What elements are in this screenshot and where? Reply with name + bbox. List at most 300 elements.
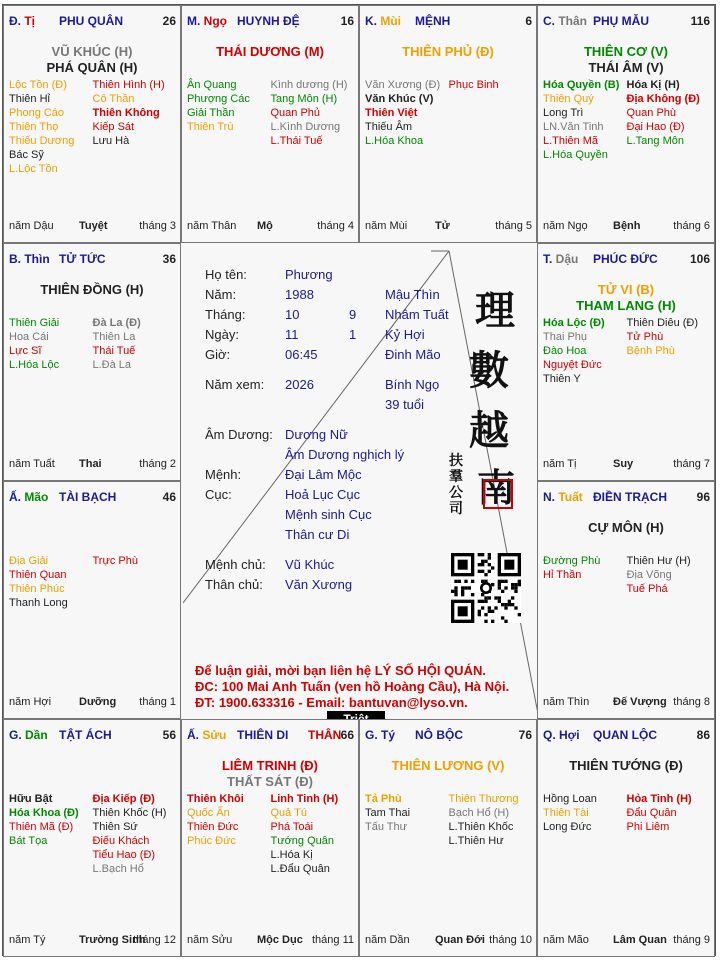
minor-star: L.Lộc Tồn (9, 163, 58, 175)
minor-star: Điếu Khách (92, 835, 150, 847)
contact-info (195, 663, 509, 711)
palace-header (182, 720, 358, 742)
palace-age-number: 106 (689, 252, 710, 266)
star-column (543, 792, 627, 834)
minor-stars (543, 792, 710, 834)
minor-star: Địa Giải (9, 555, 49, 567)
minor-star: Lộc Tồn (Đ) (9, 79, 67, 91)
seal-char-2: 數 (469, 347, 509, 394)
palace-name: PHÚC ĐỨC (593, 252, 658, 266)
main-stars (360, 44, 536, 60)
life-phase: Dưỡng (79, 696, 117, 708)
star-column (627, 792, 711, 834)
am-duong-label: Âm Dương: (205, 427, 273, 442)
minor-star: Quan Phủ (270, 107, 321, 119)
main-star: THIÊN PHỦ (Đ) (402, 44, 494, 59)
seal-stamp (483, 479, 513, 509)
minor-star: Thiên Diêu (Đ) (626, 317, 699, 329)
day-value: 11 (285, 327, 299, 342)
cuc-value: Hoả Lục Cục (285, 487, 361, 502)
minor-stars (543, 554, 710, 596)
palace-name: ĐIỀN TRẠCH (593, 490, 667, 504)
minor-star: Tam Thai (365, 807, 411, 819)
palace-code: C. Thân (543, 14, 588, 28)
palace-name: TỬ TỨC (59, 252, 106, 266)
minor-star: Phong Cáo (9, 107, 65, 119)
contact-line-3: ĐT: 1900.633316 - Email: bantuvan@lyso.vn. (195, 695, 468, 710)
palace-age-number: 26 (162, 14, 176, 28)
palace-code: Q. Hợi (543, 728, 580, 742)
star-column (627, 554, 711, 596)
main-star: TỬ VI (B) (597, 282, 655, 297)
minor-star: L.Hóa Lộc (9, 359, 60, 371)
minor-stars (365, 78, 532, 148)
minor-star: Thiên Sứ (92, 821, 138, 833)
minor-star: Tấu Thư (365, 821, 408, 833)
minor-star: Văn Khúc (V) (365, 93, 434, 105)
month-label: tháng 10 (489, 934, 532, 946)
minor-star: Thiên Thọ (9, 121, 59, 133)
minor-star: L.Tang Môn (626, 135, 684, 147)
minor-stars (543, 78, 710, 162)
main-star: THIÊN CƠ (V) (583, 44, 669, 59)
palace-footer (365, 934, 532, 948)
palace-code: Ấ. Sửu (187, 728, 227, 742)
palace-cell-tuat (537, 481, 715, 719)
star-column (9, 78, 93, 176)
main-star: VŨ KHÚC (H) (51, 44, 133, 59)
palace-cell-ty (3, 5, 181, 243)
life-phase: Bệnh (613, 220, 641, 232)
palace-footer (543, 934, 710, 948)
than-chu-label: Thân chủ: (205, 577, 263, 592)
minor-star: Hỉ Thần (543, 569, 582, 581)
main-stars (4, 44, 180, 76)
minor-star: L.Hóa Quyền (543, 149, 608, 161)
month-label: tháng 5 (495, 220, 532, 232)
star-column (187, 792, 271, 876)
star-column (543, 78, 627, 162)
minor-star: Thiên Phúc (9, 583, 65, 595)
than-chu-value: Văn Xương (285, 577, 353, 592)
month-label: tháng 3 (139, 220, 176, 232)
palace-age-number: 86 (696, 728, 710, 742)
palace-code: Đ. Tị (9, 14, 36, 28)
year-branch: năm Tý (9, 934, 46, 946)
minor-stars (9, 792, 176, 876)
minor-star: Ân Quang (187, 79, 237, 91)
menh-chu-value: Vũ Khúc (285, 557, 335, 572)
year-branch: năm Tị (543, 458, 577, 470)
star-column (543, 554, 627, 596)
menh-chu-label: Mệnh chủ: (205, 557, 266, 572)
minor-star: Lưu Hà (92, 135, 130, 147)
minor-star: Đà La (Đ) (92, 317, 141, 329)
year-branch: năm Thân (187, 220, 237, 232)
palace-cell-than (537, 5, 715, 243)
minor-star: Nguyệt Đức (543, 359, 602, 371)
minor-star: Thiên Thương (448, 793, 519, 805)
palace-footer (9, 458, 176, 472)
than-marker: THÂN (308, 728, 342, 742)
month-value: 10 (285, 307, 300, 322)
minor-stars (9, 554, 176, 610)
palace-header (538, 720, 714, 742)
minor-star: L.Hóa Kị (270, 849, 313, 861)
star-column (187, 78, 271, 148)
minor-star: Thiên Việt (365, 107, 418, 119)
palace-code: M. Ngọ (187, 14, 227, 28)
year-branch: năm Hợi (9, 696, 52, 708)
minor-star: Thiên Hư (H) (626, 555, 691, 567)
minor-star: Tuế Phá (626, 583, 668, 595)
minor-star: Linh Tinh (H) (270, 793, 339, 805)
minor-star: Văn Xương (Đ) (365, 79, 441, 91)
minor-star: Phượng Các (187, 93, 250, 105)
minor-star: Phục Binh (448, 79, 499, 91)
month-label: tháng 9 (673, 934, 710, 946)
name-value: Phương (285, 267, 333, 282)
minor-star: L.Kình Dương (270, 121, 341, 133)
menh-value: Đại Lâm Mộc (285, 467, 362, 482)
main-star: THÁI DƯƠNG (M) (216, 44, 324, 59)
month-label: tháng 8 (673, 696, 710, 708)
star-column (365, 792, 449, 848)
minor-star: Giải Thần (187, 107, 235, 119)
palace-footer (543, 220, 710, 234)
month-label: tháng 12 (133, 934, 176, 946)
minor-star: Kiếp Sát (92, 121, 135, 133)
view-year-value: 2026 (285, 377, 314, 392)
palace-age-number: 66 (340, 728, 354, 742)
minor-star: Bát Tọa (9, 835, 48, 847)
star-column (9, 554, 93, 610)
hour-label: Giờ: (205, 347, 231, 362)
palace-cell-suu (181, 719, 359, 957)
palace-name: HUYNH ĐỆ (237, 14, 300, 28)
main-stars (538, 520, 714, 536)
palace-age-number: 16 (340, 14, 354, 28)
main-star: LIÊM TRINH (Đ) (221, 758, 319, 773)
minor-star: Đào Hoa (543, 345, 587, 357)
minor-star: LN.Văn Tinh (543, 121, 604, 133)
minor-star: Thiên Quan (9, 569, 67, 581)
main-star: THIÊN ĐỒNG (H) (40, 282, 144, 297)
minor-star: L.Bạch Hổ (92, 863, 144, 875)
minor-star: L.Thiên Khốc (448, 821, 514, 833)
palace-footer (9, 696, 176, 710)
minor-star: Thiên Giải (9, 317, 60, 329)
year-branch: năm Thìn (543, 696, 590, 708)
cuc-relation: Mệnh sinh Cục (285, 507, 372, 522)
minor-stars (365, 792, 532, 848)
minor-star: Hóa Quyền (B) (543, 79, 620, 91)
palace-header (4, 244, 180, 266)
life-phase: Thai (79, 458, 102, 470)
life-phase: Suy (613, 458, 634, 470)
palace-age-number: 116 (690, 14, 710, 28)
minor-star: Cô Thần (92, 93, 135, 105)
minor-star: Tiểu Hao (Đ) (92, 849, 156, 861)
minor-star: Kình dương (H) (270, 79, 348, 91)
seal-char-1: 理 (475, 287, 515, 334)
seal-char-4: 南 (477, 465, 516, 510)
palace-cell-dau (537, 243, 715, 481)
minor-star: L.Hóa Khoa (365, 135, 424, 147)
main-star: THIÊN LƯƠNG (V) (391, 758, 505, 773)
palace-code: T. Dậu (543, 252, 579, 266)
palace-header (360, 6, 536, 28)
minor-star: Bác Sỹ (9, 149, 44, 161)
view-year-label: Năm xem: (205, 377, 265, 392)
month-label: tháng 2 (139, 458, 176, 470)
palace-code: N. Tuất (543, 490, 583, 504)
minor-star: Bệnh Phù (626, 345, 675, 357)
minor-star: L.Đà La (92, 359, 132, 371)
year-branch: năm Sửu (187, 934, 233, 946)
minor-star: Địa Kiếp (Đ) (92, 793, 155, 805)
age-value: 39 tuổi (385, 397, 425, 412)
palace-name: TÀI BẠCH (59, 490, 117, 504)
palace-name: NÔ BỘC (415, 728, 463, 742)
life-phase: Đế Vượng (613, 696, 667, 708)
palace-cell-mao (3, 481, 181, 719)
minor-star: Thiên La (92, 331, 136, 343)
star-column (449, 792, 533, 848)
minor-star: Thiên Không (92, 107, 160, 119)
minor-stars (543, 316, 710, 386)
minor-star: Lực Sĩ (9, 345, 42, 357)
year-branch: năm Ngọ (543, 220, 588, 232)
minor-star: Tang Môn (H) (270, 93, 338, 105)
palace-age-number: 46 (162, 490, 176, 504)
minor-star: Thiếu Dương (9, 135, 75, 147)
star-column (365, 78, 449, 148)
minor-star: Địa Không (Đ) (626, 93, 700, 105)
minor-star: Quan Phù (626, 107, 677, 119)
cuc-label: Cục: (205, 487, 232, 502)
minor-star: Hóa Kị (H) (626, 79, 680, 91)
life-phase: Tử (435, 220, 450, 232)
contact-line-1: Để luận giải, mời bạn liên hệ LÝ SỐ HỘI QUÁN. (195, 663, 486, 678)
star-column (271, 78, 355, 148)
name-label: Họ tên: (205, 267, 247, 282)
palace-footer (365, 220, 532, 234)
minor-star: Hồng Loan (543, 793, 597, 805)
star-column (627, 316, 711, 386)
minor-star: Thanh Long (9, 597, 68, 609)
life-phase: Mộc Dục (257, 934, 303, 946)
month-label: tháng 4 (317, 220, 354, 232)
main-stars (538, 758, 714, 774)
palace-header (4, 482, 180, 504)
palace-code: G. Dần (9, 728, 48, 742)
month-lunar: 9 (349, 307, 357, 322)
minor-star: Thiên Khôi (187, 793, 244, 805)
minor-star: Hóa Khoa (Đ) (9, 807, 79, 819)
contact-line-2: ĐC: 100 Mai Anh Tuấn (ven hồ Hoàng Cầu), Hà Nội. (195, 679, 510, 694)
star-column (93, 554, 177, 610)
minor-star: Tả Phù (365, 793, 402, 805)
main-star: THAM LANG (H) (576, 298, 676, 313)
main-stars (182, 758, 358, 790)
year-branch: năm Tuất (9, 458, 55, 470)
minor-star: Phi Liêm (626, 821, 670, 833)
minor-star: Thiên Quý (543, 93, 594, 105)
palace-footer (187, 934, 354, 948)
minor-star: Tử Phù (626, 331, 664, 343)
main-star: CỰ MÔN (H) (588, 520, 664, 535)
life-phase: Tuyệt (79, 220, 108, 232)
minor-star: Đẩu Quân (626, 807, 677, 819)
palace-footer (9, 220, 176, 234)
am-duong-relation: Âm Dương nghịch lý (285, 447, 405, 462)
day-canchi: Kỷ Hợi (385, 327, 425, 342)
month-canchi: Nhâm Tuất (385, 307, 449, 322)
minor-star: Thái Tuế (92, 345, 136, 357)
month-label: tháng 1 (139, 696, 176, 708)
minor-star: L.Đẩu Quân (270, 863, 330, 875)
minor-stars (187, 792, 354, 876)
minor-stars (9, 316, 176, 372)
minor-star: Quả Tú (270, 807, 307, 819)
year-branch: năm Dần (365, 934, 410, 946)
palace-cell-hoi (537, 719, 715, 957)
star-column (9, 792, 93, 876)
menh-label: Mệnh: (205, 467, 242, 482)
minor-star: L.Thiên Hư (448, 835, 504, 847)
main-star: THẤT SÁT (Đ) (227, 774, 313, 789)
month-label: tháng 7 (673, 458, 710, 470)
palace-header (182, 6, 358, 28)
minor-star: Trực Phù (92, 555, 138, 567)
palace-name: PHỤ MẪU (593, 14, 649, 28)
palace-code: G. Tý (365, 728, 396, 742)
year-canchi: Mậu Thìn (385, 287, 440, 302)
main-star: THIÊN TƯỚNG (Đ) (569, 758, 683, 773)
minor-star: Thiên Trù (187, 121, 234, 133)
palace-name: PHU QUÂN (59, 14, 124, 28)
palace-age-number: 36 (162, 252, 176, 266)
main-stars (538, 282, 714, 314)
palace-header (538, 6, 714, 28)
main-stars (360, 758, 536, 774)
star-column (543, 316, 627, 386)
tu-vi-chart (2, 4, 716, 956)
palace-footer (543, 696, 710, 710)
palace-age-number: 76 (518, 728, 532, 742)
day-lunar: 1 (349, 327, 357, 342)
minor-star: Tướng Quân (270, 835, 334, 847)
main-star: PHÁ QUÂN (H) (46, 60, 138, 75)
month-label: tháng 6 (673, 220, 710, 232)
palace-code: K. Mùi (365, 14, 402, 28)
minor-star: Thiên Mã (Đ) (9, 821, 74, 833)
minor-star: Thiếu Âm (365, 121, 413, 133)
minor-star: Hỏa Tinh (H) (626, 793, 692, 805)
am-duong-value: Dương Nữ (285, 427, 348, 442)
minor-star: Đại Hao (Đ) (626, 121, 685, 133)
minor-star: Long Trì (543, 107, 584, 119)
palace-cell-ty2 (359, 719, 537, 957)
palace-code: Ấ. Mão (9, 490, 49, 504)
palace-footer (187, 220, 354, 234)
minor-star: Thiên Đức (187, 821, 239, 833)
qr-code-icon (451, 553, 521, 623)
minor-star: Phá Toái (270, 821, 314, 833)
month-label: Tháng: (205, 307, 246, 322)
life-phase: Mộ (257, 220, 273, 232)
minor-star: Thai Phụ (543, 331, 588, 343)
palace-cell-mui (359, 5, 537, 243)
minor-star: Thiên Hình (H) (92, 79, 165, 91)
palace-cell-thin (3, 243, 181, 481)
minor-star: Phúc Đức (187, 835, 236, 847)
year-value: 1988 (285, 287, 314, 302)
palace-cell-ngo (181, 5, 359, 243)
palace-age-number: 6 (525, 14, 532, 28)
palace-header (360, 720, 536, 742)
life-phase: Lâm Quan (613, 934, 667, 946)
hour-canchi: Đinh Mão (385, 347, 441, 362)
minor-star: Bạch Hổ (H) (448, 807, 510, 819)
minor-star: Thiên Hỉ (9, 93, 50, 105)
palace-footer (9, 934, 176, 948)
center-info-panel (183, 243, 539, 719)
main-stars (182, 44, 358, 60)
year-branch: năm Mão (543, 934, 589, 946)
seal-char-3: 越 (469, 407, 509, 454)
palace-footer (543, 458, 710, 472)
palace-header (538, 482, 714, 504)
minor-star: Đường Phù (543, 555, 601, 567)
star-column (9, 316, 93, 372)
palace-name: TẬT ÁCH (59, 728, 112, 742)
palace-header (4, 720, 180, 742)
main-stars (4, 282, 180, 298)
palace-header (4, 6, 180, 28)
palace-cell-dan (3, 719, 181, 957)
star-column (271, 792, 355, 876)
palace-name: THIÊN DI (237, 728, 289, 742)
palace-name: MỆNH (415, 14, 451, 28)
day-label: Ngày: (205, 327, 239, 342)
palace-header (538, 244, 714, 266)
minor-star: L.Thái Tuế (270, 135, 323, 147)
minor-stars (9, 78, 176, 176)
main-star: THÁI ÂM (V) (588, 60, 664, 75)
minor-stars (187, 78, 354, 148)
minor-star: Hóa Lộc (Đ) (543, 317, 605, 329)
than-position: Thân cư Di (285, 527, 350, 542)
life-phase: Trường Sinh (79, 934, 146, 946)
view-year-canchi: Bính Ngọ (385, 377, 440, 392)
star-column (93, 78, 177, 176)
minor-star: Thiên Y (543, 373, 581, 385)
minor-star: Hoa Cái (9, 331, 49, 343)
minor-star: Long Đức (543, 821, 592, 833)
hour-value: 06:45 (285, 347, 318, 362)
minor-star: Quốc Ấn (187, 807, 230, 819)
star-column (449, 78, 533, 148)
star-column (627, 78, 711, 162)
palace-code: B. Thìn (9, 252, 50, 266)
minor-star: Thiên Khốc (H) (92, 807, 167, 819)
minor-star: Hữu Bật (9, 793, 53, 805)
month-label: tháng 11 (311, 934, 354, 946)
minor-star: Địa Võng (626, 569, 672, 581)
palace-name: QUAN LỘC (593, 728, 657, 742)
